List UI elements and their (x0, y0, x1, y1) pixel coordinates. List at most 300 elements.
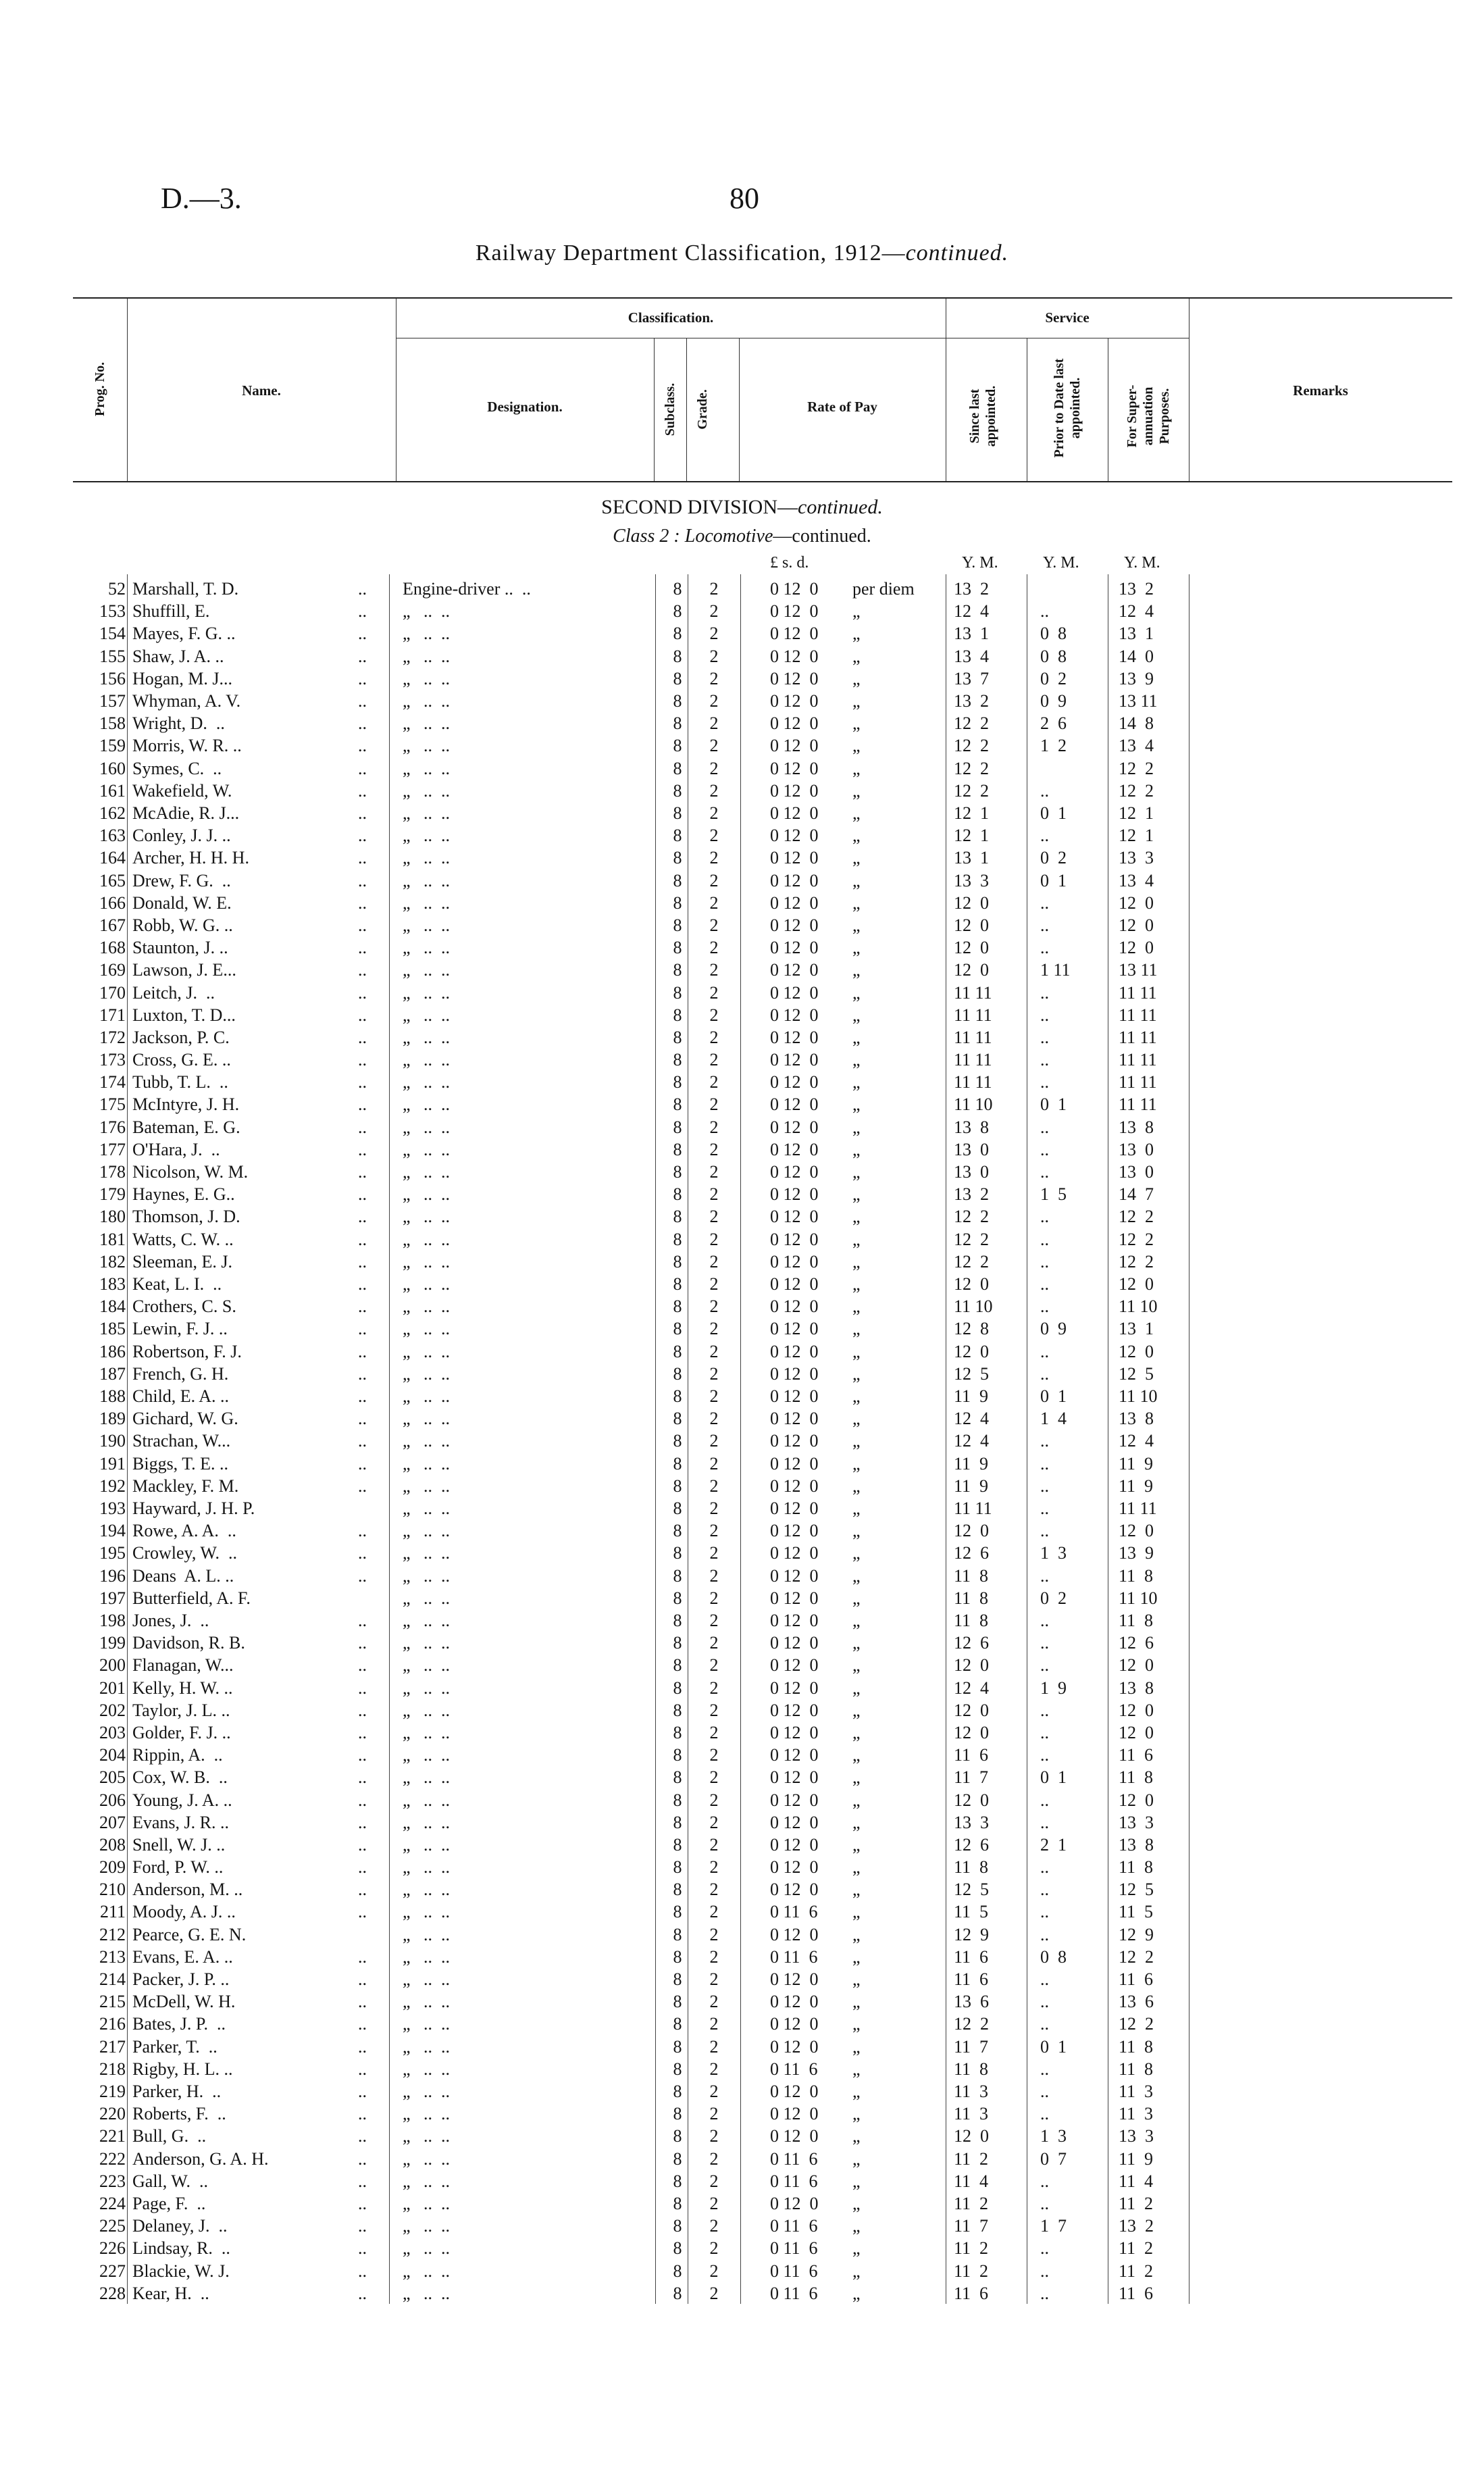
service-superannuation: 11 10 (1119, 1588, 1158, 1608)
employee-name: Butterfield, A. F. (132, 1588, 251, 1608)
employee-name: French, G. H. (132, 1363, 229, 1384)
service-prior: .. (1040, 601, 1049, 622)
pay-period: „ (852, 1880, 861, 1900)
pay-period: „ (852, 938, 861, 958)
service-superannuation: 11 11 (1119, 1050, 1157, 1070)
subclass: 8 (673, 2104, 682, 2124)
service-since-last: 11 10 (954, 1094, 993, 1115)
rate-of-pay: 0 12 0 (770, 1386, 819, 1406)
service-since-last: 11 6 (954, 1745, 989, 1765)
prog-number: 203 (99, 1722, 126, 1742)
document-reference: D.—3. (161, 182, 242, 215)
subclass: 8 (673, 1072, 682, 1092)
prog-number: 169 (99, 960, 126, 980)
designation: „ .. .. (403, 826, 451, 846)
subclass: 8 (673, 1655, 682, 1676)
service-since-last: 11 7 (954, 2036, 989, 2057)
subclass: 8 (673, 1476, 682, 1496)
table-row (0, 2217, 1484, 2235)
employee-name: Parker, H. .. (132, 2082, 222, 2102)
leader-dots: .. (358, 1834, 367, 1855)
pay-period: „ (852, 2082, 861, 2102)
service-prior: .. (1040, 1005, 1049, 1025)
employee-name: Young, J. A. .. (132, 1790, 232, 1810)
designation: „ .. .. (403, 1050, 451, 1070)
rate-of-pay: 0 12 0 (770, 1812, 819, 1832)
subclass: 8 (673, 2261, 682, 2281)
service-prior: .. (1040, 1633, 1049, 1653)
grade: 2 (709, 1588, 719, 1608)
designation: „ .. .. (403, 938, 451, 958)
employee-name: Robertson, F. J. (132, 1341, 242, 1361)
subclass: 8 (673, 1700, 682, 1720)
leader-dots: .. (358, 848, 367, 868)
page-title (0, 241, 1484, 266)
service-prior: .. (1040, 2194, 1049, 2214)
grade: 2 (709, 1229, 719, 1249)
subclass: 8 (673, 1050, 682, 1070)
employee-name: Rowe, A. A. .. (132, 1521, 236, 1541)
service-since-last: 12 2 (954, 736, 989, 756)
subsection-class-prefix: Class 2 : (613, 526, 685, 547)
service-superannuation: 14 8 (1119, 713, 1154, 734)
subsection-class-suffix: —continued. (773, 526, 871, 547)
service-superannuation: 13 2 (1119, 2216, 1154, 2236)
since-units: Y. M. (962, 554, 998, 572)
designation: „ .. .. (403, 1969, 451, 1990)
rate-of-pay: 0 12 0 (770, 1543, 819, 1563)
employee-name: Anderson, M. .. (132, 1880, 243, 1900)
grade: 2 (709, 803, 719, 823)
subclass: 8 (673, 1409, 682, 1429)
designation: „ .. .. (403, 1094, 451, 1115)
designation: „ .. .. (403, 1902, 451, 1922)
grade: 2 (709, 1633, 719, 1653)
service-since-last: 12 9 (954, 1924, 989, 1944)
rate-of-pay: 0 12 0 (770, 1139, 819, 1159)
service-since-last: 12 0 (954, 1722, 989, 1742)
designation: „ .. .. (403, 1363, 451, 1384)
prog-number: 206 (99, 1790, 126, 1810)
pay-period: „ (852, 1117, 861, 1137)
grade: 2 (709, 1521, 719, 1541)
service-prior: 0 8 (1040, 646, 1067, 666)
service-superannuation: 14 0 (1119, 646, 1154, 666)
rate-of-pay: 0 12 0 (770, 1610, 819, 1630)
pay-period: „ (852, 870, 861, 890)
designation: „ .. .. (403, 1790, 451, 1810)
rate-of-pay: 0 12 0 (770, 1363, 819, 1384)
service-since-last: 11 3 (954, 2104, 989, 2124)
service-since-last: 11 6 (954, 1946, 989, 1967)
rate-of-pay: 0 12 0 (770, 1476, 819, 1496)
table-row (0, 872, 1484, 890)
pay-period: „ (852, 826, 861, 846)
employee-name: Anderson, G. A. H. (132, 2148, 269, 2169)
employee-name: Kelly, H. W. .. (132, 1678, 233, 1698)
employee-name: Cross, G. E. .. (132, 1050, 231, 1070)
service-since-last: 12 0 (954, 938, 989, 958)
title-continued: continued. (905, 241, 1009, 266)
subclass: 8 (673, 848, 682, 868)
prog-number: 187 (99, 1363, 126, 1384)
pay-period: „ (852, 2059, 861, 2079)
subclass: 8 (673, 668, 682, 688)
service-superannuation: 12 0 (1119, 938, 1154, 958)
service-superannuation: 13 8 (1119, 1834, 1154, 1855)
subclass: 8 (673, 870, 682, 890)
table-row (0, 1140, 1484, 1159)
grade: 2 (709, 1790, 719, 1810)
service-prior: 0 9 (1040, 690, 1067, 711)
service-prior: .. (1040, 1431, 1049, 1451)
service-since-last: 12 4 (954, 1678, 989, 1698)
service-superannuation: 12 4 (1119, 1431, 1154, 1451)
leader-dots: .. (358, 1812, 367, 1832)
service-prior: .. (1040, 915, 1049, 935)
pay-period: „ (852, 758, 861, 778)
subclass: 8 (673, 2238, 682, 2259)
service-since-last: 12 1 (954, 803, 989, 823)
service-since-last: 11 11 (954, 982, 992, 1003)
subclass: 8 (673, 1139, 682, 1159)
leader-dots: .. (358, 2283, 367, 2303)
table-row (0, 1701, 1484, 1719)
service-prior: 1 4 (1040, 1409, 1067, 1429)
grade: 2 (709, 1431, 719, 1451)
leader-dots: .. (358, 938, 367, 958)
leader-dots: .. (358, 1902, 367, 1922)
leader-dots: .. (358, 1655, 367, 1676)
prog-number: 185 (99, 1319, 126, 1339)
service-prior: .. (1040, 1857, 1049, 1878)
prog-number: 218 (99, 2059, 126, 2079)
service-since-last: 13 0 (954, 1139, 989, 1159)
leader-dots: .. (358, 780, 367, 801)
prog-number: 181 (99, 1229, 126, 1249)
rate-of-pay: 0 12 0 (770, 1521, 819, 1541)
rate-of-pay: 0 12 0 (770, 2194, 819, 2214)
rate-of-pay: 0 11 6 (770, 1902, 818, 1922)
table-row (0, 961, 1484, 979)
rate-of-pay: 0 12 0 (770, 870, 819, 890)
service-superannuation: 13 11 (1119, 690, 1158, 711)
pay-period: „ (852, 1453, 861, 1474)
subclass: 8 (673, 2126, 682, 2146)
table-row (0, 2082, 1484, 2100)
table-row (0, 1319, 1484, 1338)
table-row (0, 1455, 1484, 1473)
subclass: 8 (673, 2216, 682, 2236)
table-row (0, 1006, 1484, 1024)
employee-name: Watts, C. W. .. (132, 1229, 234, 1249)
subclass: 8 (673, 713, 682, 734)
employee-name: Sleeman, E. J. (132, 1251, 233, 1272)
service-prior: .. (1040, 1924, 1049, 1944)
service-prior: 1 11 (1040, 960, 1071, 980)
employee-name: Marshall, T. D. (132, 579, 239, 599)
rate-of-pay: 0 12 0 (770, 1992, 819, 2012)
pay-period: „ (852, 1476, 861, 1496)
prior-units: Y. M. (1043, 554, 1079, 572)
prog-number: 192 (99, 1476, 126, 1496)
service-superannuation: 13 3 (1119, 1812, 1154, 1832)
subclass: 8 (673, 1184, 682, 1205)
service-since-last: 11 8 (954, 1565, 989, 1586)
table-row (0, 1948, 1484, 1966)
subclass: 8 (673, 1117, 682, 1137)
service-since-last: 11 9 (954, 1476, 989, 1496)
leader-dots: .. (358, 1946, 367, 1967)
leader-dots: .. (358, 1476, 367, 1496)
service-prior: .. (1040, 2082, 1049, 2102)
employee-name: Bateman, E. G. (132, 1117, 240, 1137)
header-grade: Grade. (695, 389, 710, 430)
service-superannuation: 13 3 (1119, 2126, 1154, 2146)
table-row (0, 938, 1484, 957)
prog-number: 191 (99, 1453, 126, 1474)
subclass: 8 (673, 758, 682, 778)
grade: 2 (709, 982, 719, 1003)
rate-of-pay: 0 12 0 (770, 758, 819, 778)
designation: „ .. .. (403, 2283, 451, 2303)
service-prior: 0 1 (1040, 1767, 1067, 1788)
service-prior: .. (1040, 1229, 1049, 1249)
table-row (0, 1118, 1484, 1136)
table-row (0, 1992, 1484, 2011)
pay-period: „ (852, 1745, 861, 1765)
service-prior: .. (1040, 2261, 1049, 2281)
service-since-last: 11 2 (954, 2238, 989, 2259)
subclass: 8 (673, 803, 682, 823)
service-since-last: 13 3 (954, 1812, 989, 1832)
leader-dots: .. (358, 2148, 367, 2169)
subclass: 8 (673, 1543, 682, 1563)
service-superannuation: 11 10 (1119, 1386, 1158, 1406)
pay-period: „ (852, 1341, 861, 1361)
designation: „ .. .. (403, 1386, 451, 1406)
grade: 2 (709, 1924, 719, 1944)
pay-period: „ (852, 1655, 861, 1676)
service-prior: .. (1040, 1050, 1049, 1070)
subclass: 8 (673, 579, 682, 599)
service-superannuation: 13 8 (1119, 1117, 1154, 1137)
service-since-last: 12 0 (954, 1700, 989, 1720)
table-row (0, 1275, 1484, 1293)
service-since-last: 12 2 (954, 780, 989, 801)
pay-period: „ (852, 1050, 861, 1070)
prog-number: 170 (99, 982, 126, 1003)
service-since-last: 11 8 (954, 2059, 989, 2079)
designation: „ .. .. (403, 1767, 451, 1788)
table-row (0, 1903, 1484, 1921)
service-superannuation: 11 6 (1119, 2283, 1154, 2303)
service-prior: 0 2 (1040, 668, 1067, 688)
service-since-last: 12 4 (954, 601, 989, 622)
designation: „ .. .. (403, 2014, 451, 2034)
pay-period: „ (852, 1924, 861, 1944)
rate-of-pay: 0 12 0 (770, 1880, 819, 1900)
grade: 2 (709, 1184, 719, 1205)
designation: „ .. .. (403, 2082, 451, 2102)
prog-number: 200 (99, 1655, 126, 1676)
leader-dots: .. (358, 1297, 367, 1317)
leader-dots: .. (358, 736, 367, 756)
prog-number: 158 (99, 713, 126, 734)
subclass: 8 (673, 690, 682, 711)
prog-number: 174 (99, 1072, 126, 1092)
table-row (0, 1409, 1484, 1428)
service-superannuation: 13 1 (1119, 624, 1154, 644)
header-name: Name. (242, 382, 281, 399)
table-row (0, 1679, 1484, 1697)
designation: „ .. .. (403, 1498, 451, 1518)
service-superannuation: 12 2 (1119, 2014, 1154, 2034)
employee-name: Moody, A. J. .. (132, 1902, 236, 1922)
section-heading (0, 496, 1484, 519)
prog-number: 175 (99, 1094, 126, 1115)
designation: „ .. .. (403, 982, 451, 1003)
pay-period: „ (852, 690, 861, 711)
pay-period: „ (852, 1790, 861, 1810)
prog-number: 226 (99, 2238, 126, 2259)
service-prior: .. (1040, 1072, 1049, 1092)
service-prior: .. (1040, 1655, 1049, 1676)
service-since-last: 12 0 (954, 1655, 989, 1676)
grade: 2 (709, 1274, 719, 1294)
designation: „ .. .. (403, 1655, 451, 1676)
grade: 2 (709, 2036, 719, 2057)
table-row (0, 580, 1484, 598)
service-since-last: 13 0 (954, 1162, 989, 1182)
designation: „ .. .. (403, 736, 451, 756)
subclass: 8 (673, 1565, 682, 1586)
table-row (0, 1656, 1484, 1674)
service-prior: 1 7 (1040, 2216, 1067, 2236)
subclass: 8 (673, 646, 682, 666)
table-row (0, 1230, 1484, 1249)
table-row (0, 1768, 1484, 1786)
designation: „ .. .. (403, 1162, 451, 1182)
service-since-last: 11 2 (954, 2261, 989, 2281)
grade: 2 (709, 1880, 719, 1900)
table-row (0, 1477, 1484, 1495)
prog-number: 201 (99, 1678, 126, 1698)
service-prior: .. (1040, 1610, 1049, 1630)
subclass: 8 (673, 1745, 682, 1765)
pay-period: „ (852, 1027, 861, 1047)
leader-dots: .. (358, 1184, 367, 1205)
grade: 2 (709, 960, 719, 980)
prog-number: 213 (99, 1946, 126, 1967)
employee-name: Biggs, T. E. .. (132, 1453, 229, 1474)
rate-of-pay: 0 11 6 (770, 2261, 818, 2281)
service-prior: 0 1 (1040, 870, 1067, 890)
leader-dots: .. (358, 2126, 367, 2146)
service-prior: .. (1040, 2283, 1049, 2303)
rate-of-pay: 0 12 0 (770, 624, 819, 644)
grade: 2 (709, 2216, 719, 2236)
rate-of-pay: 0 12 0 (770, 1588, 819, 1608)
pay-period: „ (852, 1363, 861, 1384)
employee-name: Keat, L. I. .. (132, 1274, 222, 1294)
leader-dots: .. (358, 1207, 367, 1227)
service-superannuation: 11 2 (1119, 2261, 1154, 2281)
rate-of-pay: 0 11 6 (770, 2059, 818, 2079)
employee-name: Shuffill, E. (132, 601, 210, 622)
prog-number: 205 (99, 1767, 126, 1788)
rate-of-pay: 0 12 0 (770, 1722, 819, 1742)
subclass: 8 (673, 1005, 682, 1025)
grade: 2 (709, 601, 719, 622)
subclass: 8 (673, 1229, 682, 1249)
designation: „ .. .. (403, 690, 451, 711)
service-since-last: 12 5 (954, 1880, 989, 1900)
subclass: 8 (673, 1924, 682, 1944)
service-superannuation: 12 2 (1119, 780, 1154, 801)
service-prior: .. (1040, 1745, 1049, 1765)
designation: „ .. .. (403, 1880, 451, 1900)
service-since-last: 11 11 (954, 1027, 992, 1047)
service-prior: .. (1040, 1251, 1049, 1272)
pay-period: „ (852, 1431, 861, 1451)
service-superannuation: 12 0 (1119, 915, 1154, 935)
rate-of-pay: 0 12 0 (770, 1162, 819, 1182)
service-superannuation: 13 3 (1119, 848, 1154, 868)
table-row (0, 714, 1484, 732)
designation: „ .. .. (403, 2104, 451, 2124)
service-superannuation: 12 1 (1119, 826, 1154, 846)
pay-period: „ (852, 1162, 861, 1182)
pay-period: „ (852, 1834, 861, 1855)
designation: „ .. .. (403, 1678, 451, 1698)
pay-period: „ (852, 736, 861, 756)
table-row (0, 1073, 1484, 1091)
pay-period: „ (852, 1072, 861, 1092)
leader-dots: .. (358, 1722, 367, 1742)
employee-name: Mayes, F. G. .. (132, 624, 236, 644)
grade: 2 (709, 1117, 719, 1137)
service-superannuation: 12 5 (1119, 1880, 1154, 1900)
service-since-last: 13 2 (954, 690, 989, 711)
service-superannuation: 13 4 (1119, 870, 1154, 890)
service-since-last: 13 1 (954, 848, 989, 868)
service-since-last: 12 2 (954, 1207, 989, 1227)
service-superannuation: 13 2 (1119, 579, 1154, 599)
service-since-last: 12 4 (954, 1431, 989, 1451)
subclass: 8 (673, 1027, 682, 1047)
subclass: 8 (673, 892, 682, 913)
rate-of-pay: 0 12 0 (770, 1655, 819, 1676)
rate-of-pay: 0 12 0 (770, 1767, 819, 1788)
leader-dots: .. (358, 1633, 367, 1653)
service-prior: .. (1040, 780, 1049, 801)
service-prior: .. (1040, 2059, 1049, 2079)
rate-of-pay: 0 12 0 (770, 938, 819, 958)
grade: 2 (709, 690, 719, 711)
service-superannuation: 11 6 (1119, 1745, 1154, 1765)
subclass: 8 (673, 780, 682, 801)
header-subclass: Subclass. (663, 382, 677, 436)
service-since-last: 13 8 (954, 1117, 989, 1137)
pay-period: „ (852, 1498, 861, 1518)
employee-name: Shaw, J. A. .. (132, 646, 224, 666)
subsection-class-name: Locomotive (684, 526, 773, 547)
grade: 2 (709, 2194, 719, 2214)
grade: 2 (709, 1857, 719, 1878)
designation: „ .. .. (403, 870, 451, 890)
employee-name: Ford, P. W. .. (132, 1857, 224, 1878)
